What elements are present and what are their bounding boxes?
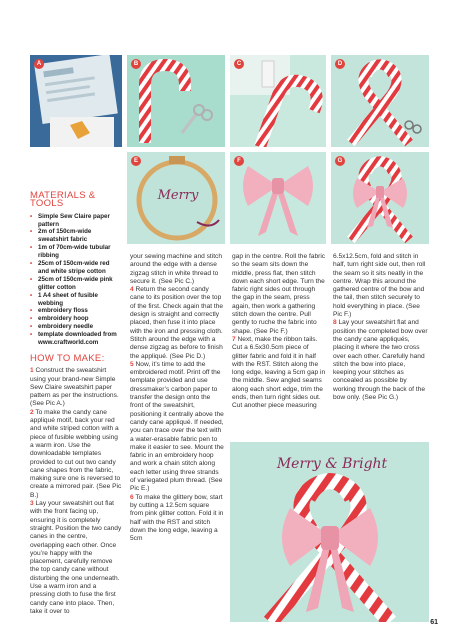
materials-item: • embroidery needle	[30, 323, 122, 331]
howto-heading: HOW TO MAKE:	[30, 353, 105, 364]
materials-item: • Simple Sew Claire paper pattern	[30, 213, 122, 229]
text-column-1	[30, 190, 122, 616]
photo-e	[127, 152, 225, 244]
step-text: 6.5x12.5cm, fold and stitch in half, turn right side out, then roll the seam so it sits neatly in the centre. Wrap this around the gathered centre of the bow and the tail, then stitch securely to hold everything in place. (See Pic F.)	[333, 253, 426, 319]
photo-b	[127, 55, 225, 147]
materials-item: • 1m of 70cm-wide tubular ribbing	[30, 244, 122, 260]
candy-cane-fabric-image	[127, 55, 225, 147]
step-text: Return the second candy cane to its position over the top of the first. Check again that the design is straight and correctly placed, then fuse it into place with the iron and pressing cloth. Stitch around the edge with a dense zigzag as before to finish the appliqué. (See Pic D.)	[130, 286, 224, 360]
photo-label-f: F	[234, 156, 244, 166]
step-paragraph	[30, 409, 122, 500]
step-paragraph	[30, 367, 122, 408]
step-paragraph	[30, 500, 122, 616]
text-column-2	[130, 253, 224, 543]
photo-label-e: E	[131, 156, 141, 166]
main-photo	[230, 442, 429, 622]
photo-f	[230, 152, 326, 244]
step-number: 3	[30, 500, 34, 508]
text-column-3	[232, 253, 326, 411]
step-text: Now, it’s time to add the embroidered motif. Print off the template provided and use dressmaker’s carbon paper to transfer the design onto the front of the sweatshirt, positioning it centrally above the candy cane appliqué. If needed, you can trace over the text with a water-erasable fabric pen to make it easier to see. Mount the fabric in an embroidery hoop and work a chain stitch along each letter using three strands of variegated plum thread. (See Pic E.)	[130, 360, 224, 493]
materials-item: • embroidery hoop	[30, 315, 122, 323]
hoop-script-text: Merry	[157, 188, 199, 203]
step-number: 4	[130, 286, 134, 294]
main-script-text: Merry & Bright	[276, 456, 388, 472]
pattern-envelope-image	[30, 55, 122, 147]
pink-bow-image	[230, 152, 326, 244]
materials-item: • 25cm of 150cm-wide red and white stripe cotton	[30, 260, 122, 276]
photo-label-g: G	[335, 156, 345, 166]
step-number: 1	[30, 367, 34, 375]
step-text: Next, make the ribbon tails. Cut a 6.5x30.5cm piece of glitter fabric and fold it in half with the RST. Stitch along the long edge, leaving a 5cm gap in the middle. Sew angled seams along each short edge, trim the ends, then turn right sides out. Cut another piece measuring	[232, 335, 326, 410]
materials-item: • 2m of 150cm-wide sweatshirt fabric	[30, 228, 122, 244]
crossed-candy-canes-image	[331, 55, 429, 147]
photo-label-a: A	[34, 59, 44, 69]
photo-label-b: B	[131, 59, 141, 69]
photo-label-c: C	[234, 59, 244, 69]
step-text: Lay your sweatshirt flat and position the completed bow over the candy cane appliqués, placing it where the two cross over each other. Carefully hand stitch the bow into place, keeping your stitches as concealed as possible by working through the back of the bow only. (See Pic G.)	[333, 319, 428, 402]
materials-item: • 1 A4 sheet of fusible webbing	[30, 292, 122, 308]
step-paragraph	[333, 253, 429, 319]
step-paragraph	[232, 253, 326, 336]
bow-on-canes-image	[331, 152, 429, 244]
step-paragraph	[130, 286, 224, 361]
step-paragraph	[232, 336, 326, 411]
step-paragraph	[130, 494, 224, 544]
step-paragraph	[130, 361, 224, 494]
step-number: 2	[30, 408, 34, 416]
step-text: Lay your sweatshirt out flat with the front facing up, ensuring it is completely straight. Position the two candy canes in the centre, overlapping each other. Once you’re happy with the placement, carefully remove the top candy cane without disturbing the one underneath. Use a warm iron and a pressing cloth to fuse the first candy cane into place. Then, take it over to	[30, 500, 122, 615]
step-text: To make the glittery bow, start by cutting a 12.5cm square from pink glitter cotton. Fold it in half with the RST and stitch down the long edge, leaving a 5cm	[130, 493, 224, 543]
photo-label-d: D	[335, 59, 345, 69]
materials-item: • embroidery floss	[30, 307, 122, 315]
step-paragraph	[333, 319, 429, 402]
step-text: Construct the sweatshirt using your brand-new Simple Sew Claire sweatshirt paper pattern as per the instructions. (See Pic A.)	[30, 367, 119, 408]
step-number: 5	[130, 360, 134, 368]
photo-c	[230, 55, 326, 147]
text-column-4	[333, 253, 429, 402]
photo-d	[331, 55, 429, 147]
sewing-machine-image	[230, 55, 326, 147]
step-paragraph	[130, 253, 224, 286]
photo-g	[331, 152, 429, 244]
step-text: your sewing machine and stitch around the edge with a dense zigzag stitch in white thread to secure it. (See Pic C.)	[130, 253, 222, 285]
photo-a	[30, 55, 122, 147]
step-text: To make the candy cane appliqué motif, back your red and white striped cotton with a piece of fusible webbing using a warm iron. Use the downloadable templates provided to cut out two candy cane shapes from the fabric, making sure one is reversed to create a mirrored pair. (See Pic B.)	[30, 408, 122, 499]
materials-list	[30, 213, 122, 347]
step-number: 6	[130, 493, 134, 501]
materials-item: • template downloaded from www.craftworld.com	[30, 331, 122, 347]
materials-item: • 25cm of 150cm-wide pink glitter cotton	[30, 276, 122, 292]
step-text: gap in the centre. Roll the fabric so the seam sits down the middle, press flat, then stitch down each short edge. Turn the fabric right sides out through the gap in the seam, press again, then work a gathering stitch down the centre. Pull gently to ruche the fabric into shape. (See Pic F.)	[232, 253, 326, 335]
step-number: 8	[333, 319, 337, 327]
step-number: 7	[232, 335, 236, 343]
materials-heading: MATERIALS & TOOLS	[30, 190, 96, 210]
page-number: 61	[430, 619, 438, 626]
